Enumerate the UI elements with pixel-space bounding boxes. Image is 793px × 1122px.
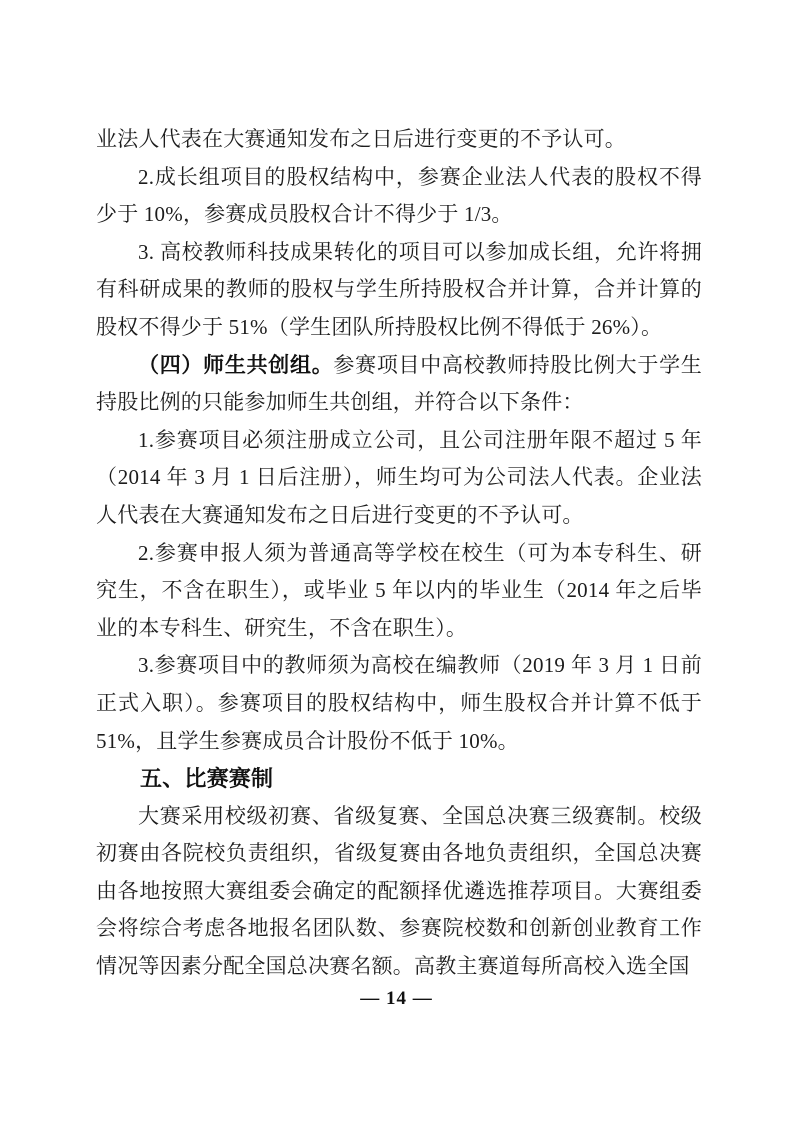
paragraph: 1.参赛项目必须注册成立公司，且公司注册年限不超过 5 年（2014 年 3 月 1 日后注册），师生均可为公司法人代表。企业法人代表在大赛通知发布之日后进行变更的不予认可。 xyxy=(96,427,702,527)
section-heading: 五、比赛赛制 xyxy=(140,766,274,792)
document-body xyxy=(96,121,702,986)
paragraph: 业法人代表在大赛通知发布之日后进行变更的不予认可。 xyxy=(96,127,626,151)
paragraph: 大赛采用校级初赛、省级复赛、全国总决赛三级赛制。校级初赛由各院校负责组织，省级复赛由各地负责组织，全国总决赛由各地按照大赛组委会确定的配额择优遴选推荐项目。大赛组委会将综合考虑各地报名团队数、参赛院校数和创新创业教育工作情况等因素分配全国总决赛名额。高教主赛道每所高校入选全国 xyxy=(96,803,702,979)
paragraph: 3. 高校教师科技成果转化的项目可以参加成长组，允许将拥有科研成果的教师的股权与学生所持股权合并计算，合并计算的股权不得少于 51%（学生团队所持股权比例不得低于 26%）。 xyxy=(96,239,702,339)
paragraph: 2.参赛申报人须为普通高等学校在校生（可为本专科生、研究生，不含在职生），或毕业 5 年以内的毕业生（2014 年之后毕业的本专科生、研究生，不含在职生）。 xyxy=(96,540,702,640)
paragraph: （四）师生共创组。参赛项目中高校教师持股比例大于学生持股比例的只能参加师生共创组，并符合以下条件： xyxy=(96,352,702,415)
subsection-label: （四）师生共创组。 xyxy=(138,353,334,377)
paragraph: 3.参赛项目中的教师须为高校在编教师（2019 年 3 月 1 日前正式入职）。参赛项目的股权结构中，师生股权合并计算不低于 51%，且学生参赛成员合计股份不低于 10%。 xyxy=(96,653,702,753)
page-number: — 14 — xyxy=(360,988,433,1009)
paragraph: 2.成长组项目的股权结构中，参赛企业法人代表的股权不得少于 10%，参赛成员股权合计不得少于 1/3。 xyxy=(96,164,702,227)
page-footer xyxy=(0,988,793,1010)
